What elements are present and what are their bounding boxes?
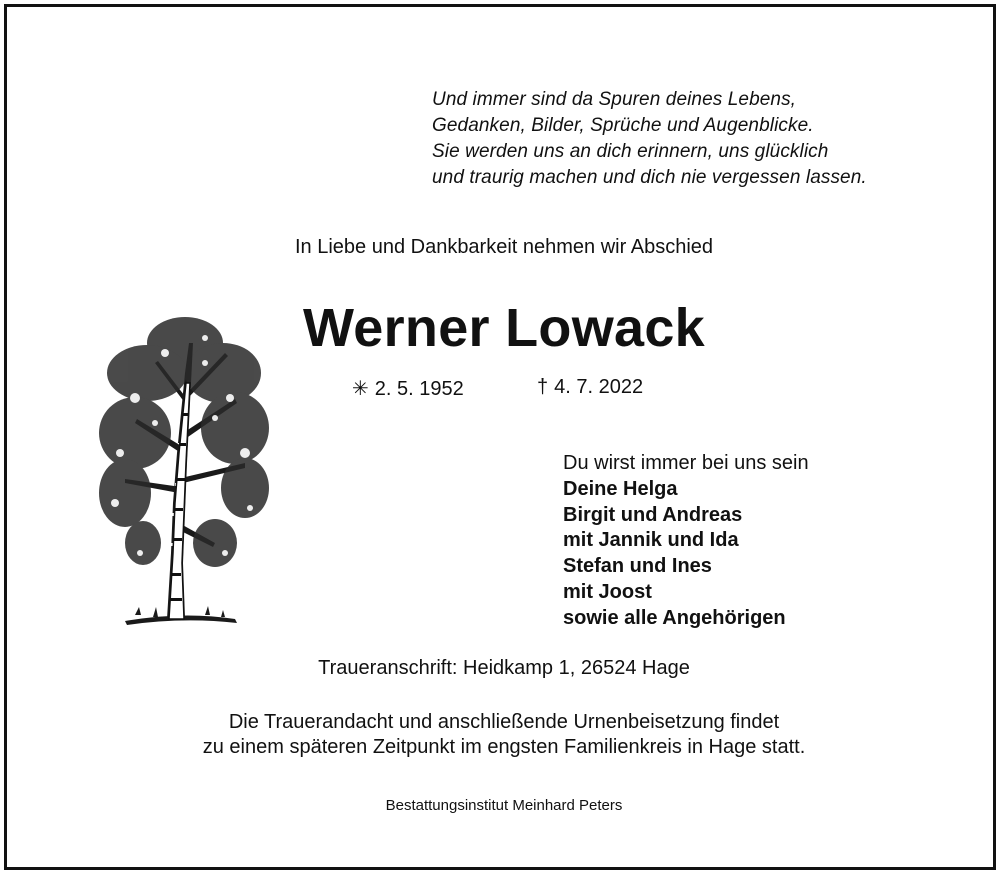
family-member: mit Joost xyxy=(563,580,652,603)
family-member: Stefan und Ines xyxy=(563,555,712,578)
family-signatures xyxy=(563,451,809,632)
death-date: 4. 7. 2022 xyxy=(554,376,644,398)
death-date-line xyxy=(537,376,643,399)
ceremony-line: zu einem späteren Zeitpunkt im engsten Familienkreis in Hage statt. xyxy=(202,736,806,758)
family-member: sowie alle Angehörigen xyxy=(563,606,786,629)
ceremony-notice xyxy=(7,710,1000,760)
mourning-address: Traueranschrift: Heidkamp 1, 26524 Hage xyxy=(318,657,690,679)
birth-star-icon: ✳ xyxy=(352,378,369,400)
funeral-home: Bestattungsinstitut Meinhard Peters xyxy=(385,797,623,814)
poem-line: und traurig machen und dich nie vergessen lassen. xyxy=(432,167,867,188)
obituary-frame xyxy=(4,4,996,870)
family-member: Deine Helga xyxy=(563,477,678,500)
family-member: Birgit und Andreas xyxy=(563,503,743,526)
birth-date: 2. 5. 1952 xyxy=(374,378,464,400)
birth-date-line xyxy=(352,376,464,401)
farewell-intro: In Liebe und Dankbarkeit nehmen wir Abschied xyxy=(294,236,714,258)
poem-line: Gedanken, Bilder, Sprüche und Augenblicke. xyxy=(432,115,814,136)
family-member: mit Jannik und Ida xyxy=(563,529,739,552)
family-lead-line: Du wirst immer bei uns sein xyxy=(563,452,809,474)
memorial-poem xyxy=(432,87,867,191)
poem-line: Sie werden uns an dich erinnern, uns glücklich xyxy=(432,141,829,162)
ceremony-line: Die Trauerandacht und anschließende Urnenbeisetzung findet xyxy=(228,711,780,733)
death-cross-icon: † xyxy=(537,376,549,398)
poem-line: Und immer sind da Spuren deines Lebens, xyxy=(432,89,797,110)
birch-tree-icon xyxy=(95,303,271,629)
deceased-name: Werner Lowack xyxy=(302,298,706,358)
